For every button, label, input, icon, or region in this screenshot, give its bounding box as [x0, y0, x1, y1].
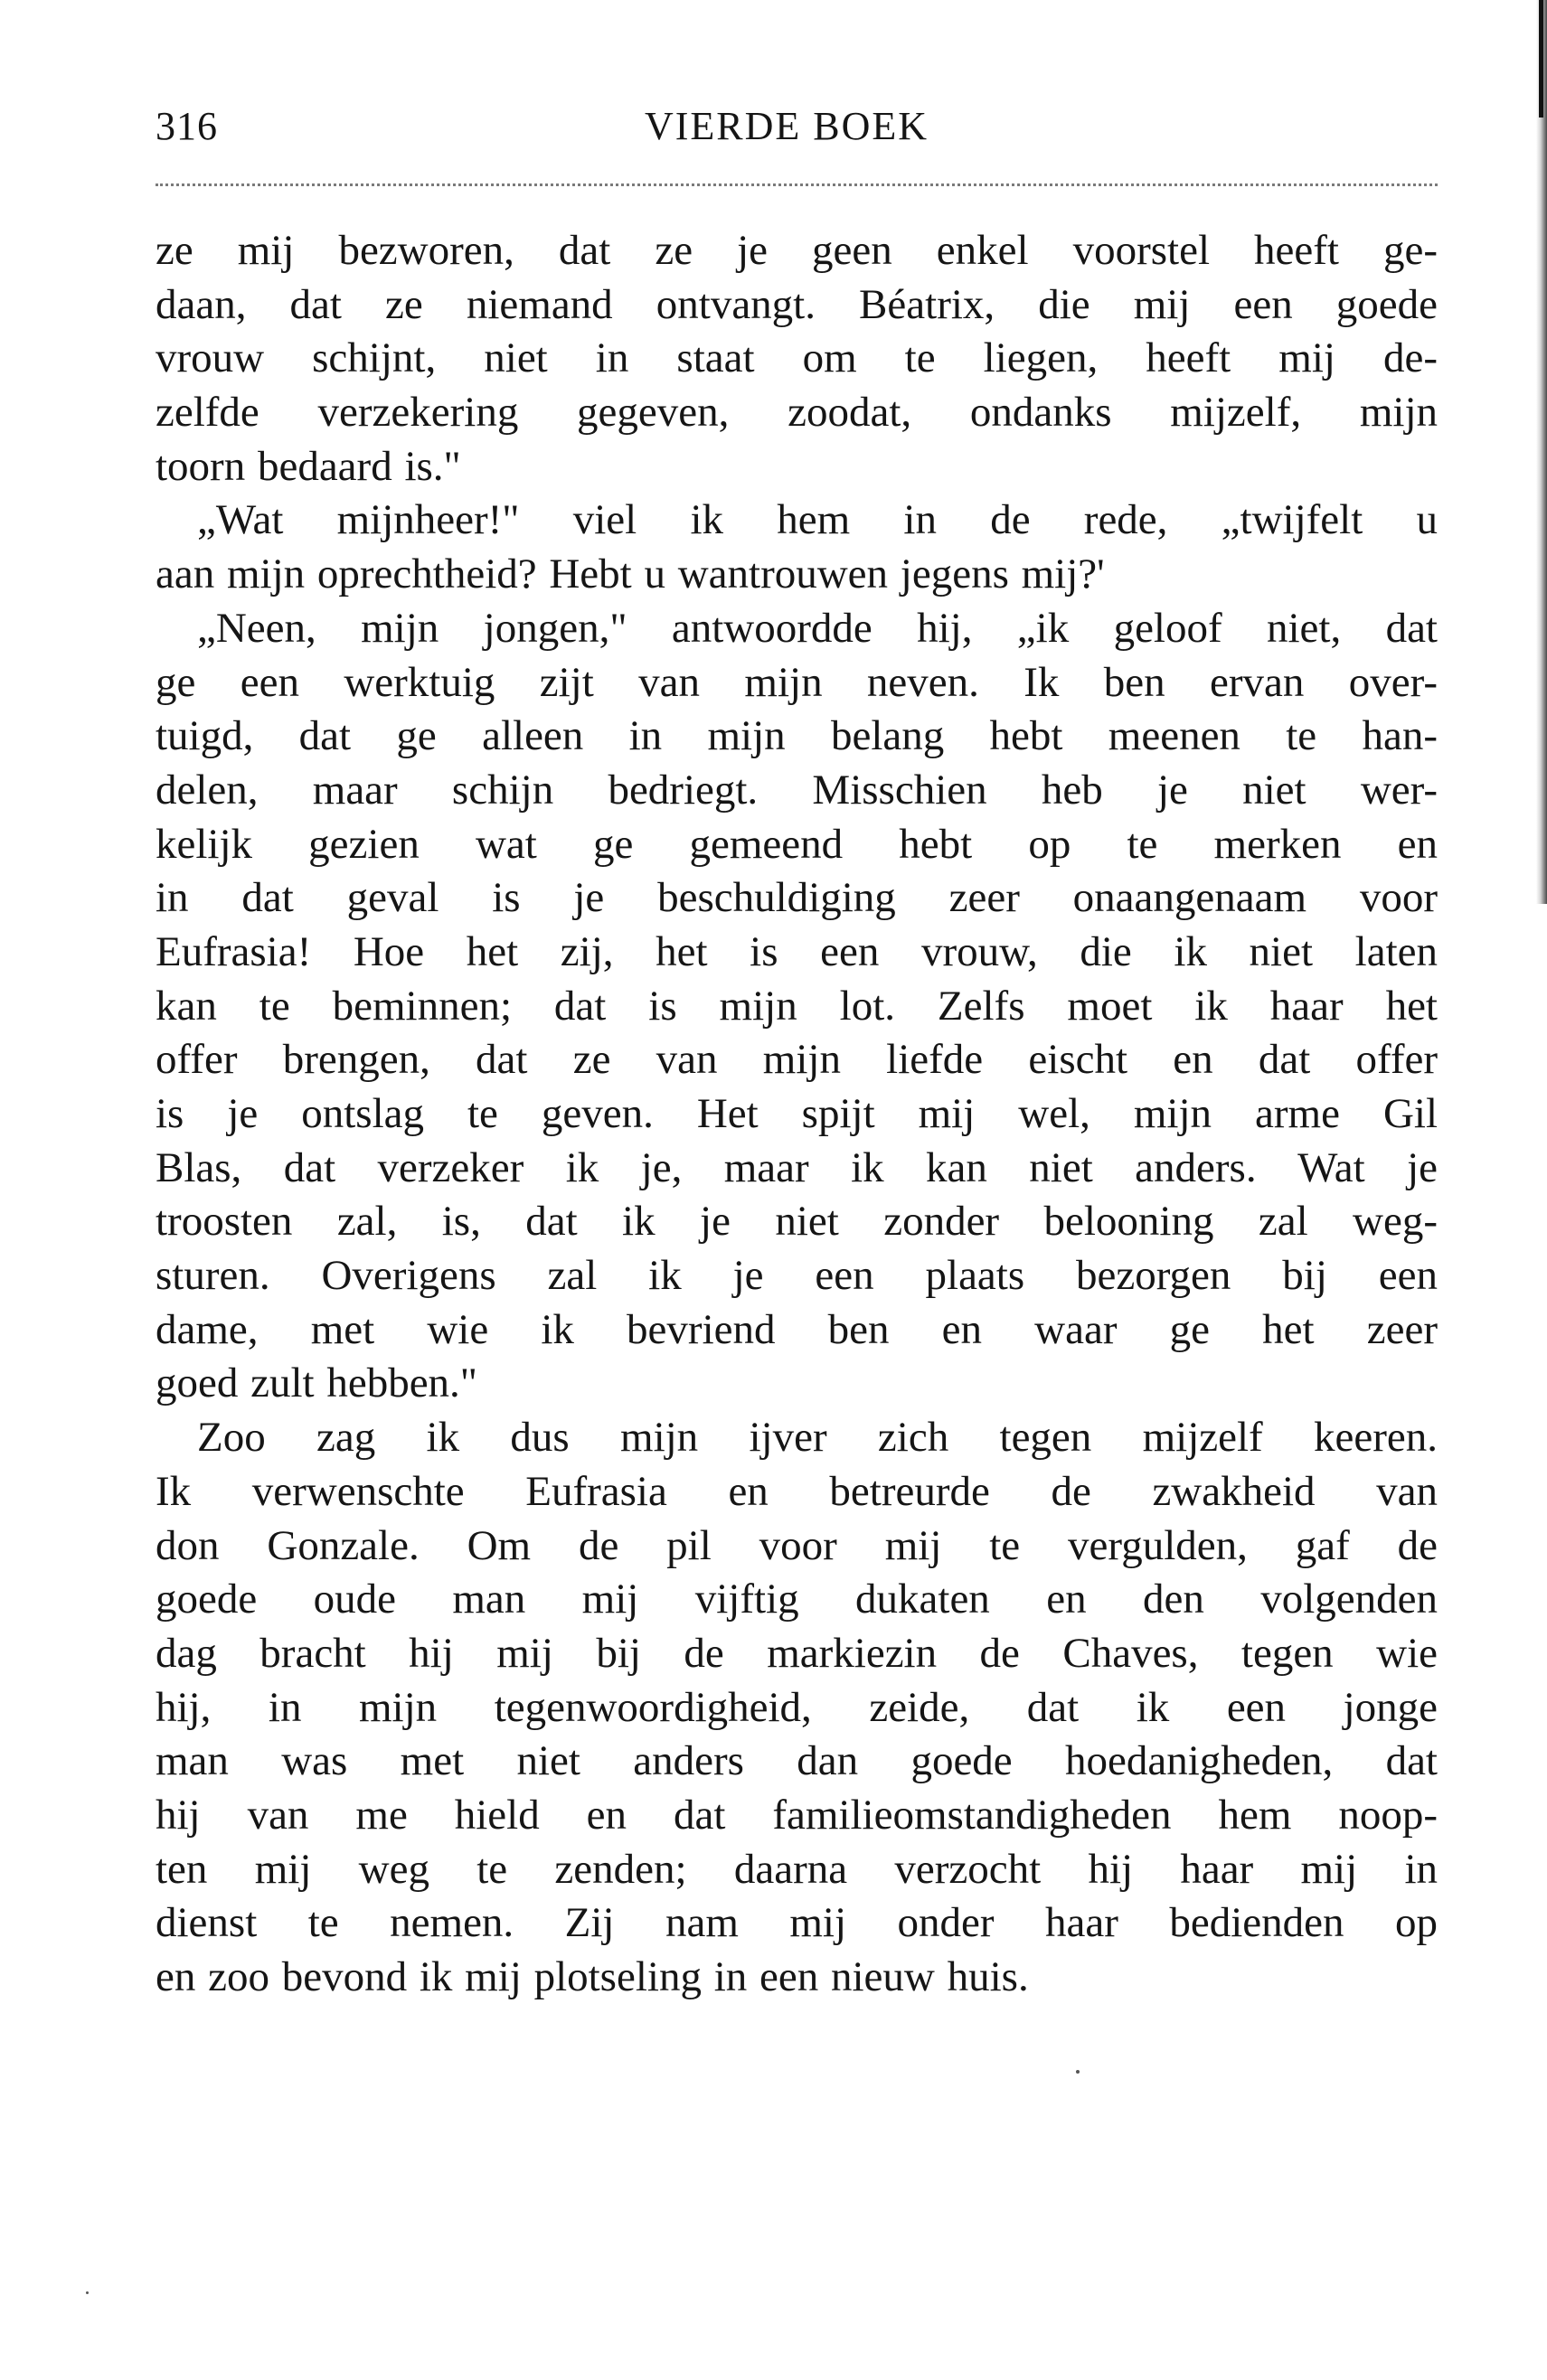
- running-title: VIERDE BOEK: [644, 104, 929, 148]
- scan-speck: [86, 2291, 89, 2294]
- text-line: tuigd, dat ge alleen in mijn belang hebt meenen te han-: [156, 712, 1438, 760]
- text-line: daan, dat ze niemand ontvangt. Béatrix, die mij een goede: [156, 280, 1438, 328]
- text-line: vrouw schijnt, niet in staat om te liegen, heeft mij de-: [156, 334, 1438, 382]
- text-line: toorn bedaard is.": [156, 442, 461, 490]
- text-line: zelfde verzekering gegeven, zoodat, ondanks mijzelf, mijn: [156, 389, 1438, 437]
- text-line: is je ontslag te geven. Het spijt mij wel, mijn arme Gil: [156, 1090, 1438, 1137]
- text-line: hij van me hield en dat familieomstandigheden hem noop-: [156, 1791, 1438, 1839]
- text-line: in dat geval is je beschuldiging zeer onaangenaam voor: [156, 874, 1438, 922]
- text-line: goed zult hebben.": [156, 1359, 477, 1407]
- text-line: dag bracht hij mij bij de markiezin de Chaves, tegen wie: [156, 1629, 1438, 1677]
- text-line: dienst te nemen. Zij nam mij onder haar bedienden op: [156, 1899, 1438, 1947]
- text-line: delen, maar schijn bedriegt. Misschien heb je niet wer-: [156, 766, 1438, 814]
- text-line: Eufrasia! Hoe het zij, het is een vrouw, die ik niet laten: [156, 927, 1438, 975]
- text-line: Blas, dat verzeker ik je, maar ik kan niet anders. Wat je: [156, 1143, 1438, 1191]
- text-line: Ik verwenschte Eufrasia en betreurde de zwakheid van: [156, 1467, 1438, 1515]
- scan-speck: [1076, 2070, 1080, 2074]
- text-line: sturen. Overigens zal ik je een plaats bezorgen bij een: [156, 1252, 1438, 1300]
- page-number: 316: [156, 104, 218, 148]
- header-dotted-rule: [156, 183, 1438, 186]
- text-line: kelijk gezien wat ge gemeend hebt op te merken en: [156, 820, 1438, 868]
- text-line: goede oude man mij vijftig dukaten en den volgenden: [156, 1576, 1438, 1623]
- text-line: man was met niet anders dan goede hoedanigheden, dat: [156, 1737, 1438, 1785]
- text-line: ten mij weg te zenden; daarna verzocht hij haar mij in: [156, 1845, 1438, 1893]
- text-line: ge een werktuig zijt van mijn neven. Ik ben ervan over-: [156, 658, 1438, 706]
- text-line: offer brengen, dat ze van mijn liefde eischt en dat offer: [156, 1036, 1438, 1084]
- text-line: „Neen, mijn jongen," antwoordde hij, „ik geloof niet, dat: [197, 604, 1438, 652]
- text-line: hij, in mijn tegenwoordigheid, zeide, dat ik een jonge: [156, 1683, 1438, 1731]
- text-line: Zoo zag ik dus mijn ijver zich tegen mijzelf keeren.: [197, 1414, 1438, 1462]
- scan-binding-shadow: [1536, 0, 1547, 904]
- text-line: don Gonzale. Om de pil voor mij te vergulden, gaf de: [156, 1521, 1438, 1569]
- text-line: ze mij bezworen, dat ze je geen enkel voorstel heeft ge-: [156, 227, 1438, 274]
- text-line: troosten zal, is, dat ik je niet zonder belooning zal weg-: [156, 1198, 1438, 1246]
- text-line: dame, met wie ik bevriend ben en waar ge het zeer: [156, 1305, 1438, 1353]
- body-text: [156, 224, 1438, 2005]
- text-line: en zoo bevond ik mij plotseling in een nieuw huis.: [156, 1953, 1029, 2000]
- text-line: „Wat mijnheer!" viel ik hem in de rede, „twijfelt u: [197, 496, 1438, 544]
- text-line: aan mijn oprechtheid? Hebt u wantrouwen jegens mij?': [156, 550, 1105, 598]
- text-line: kan te beminnen; dat is mijn lot. Zelfs moet ik haar het: [156, 982, 1438, 1030]
- scan-binding-mark: [1539, 0, 1543, 118]
